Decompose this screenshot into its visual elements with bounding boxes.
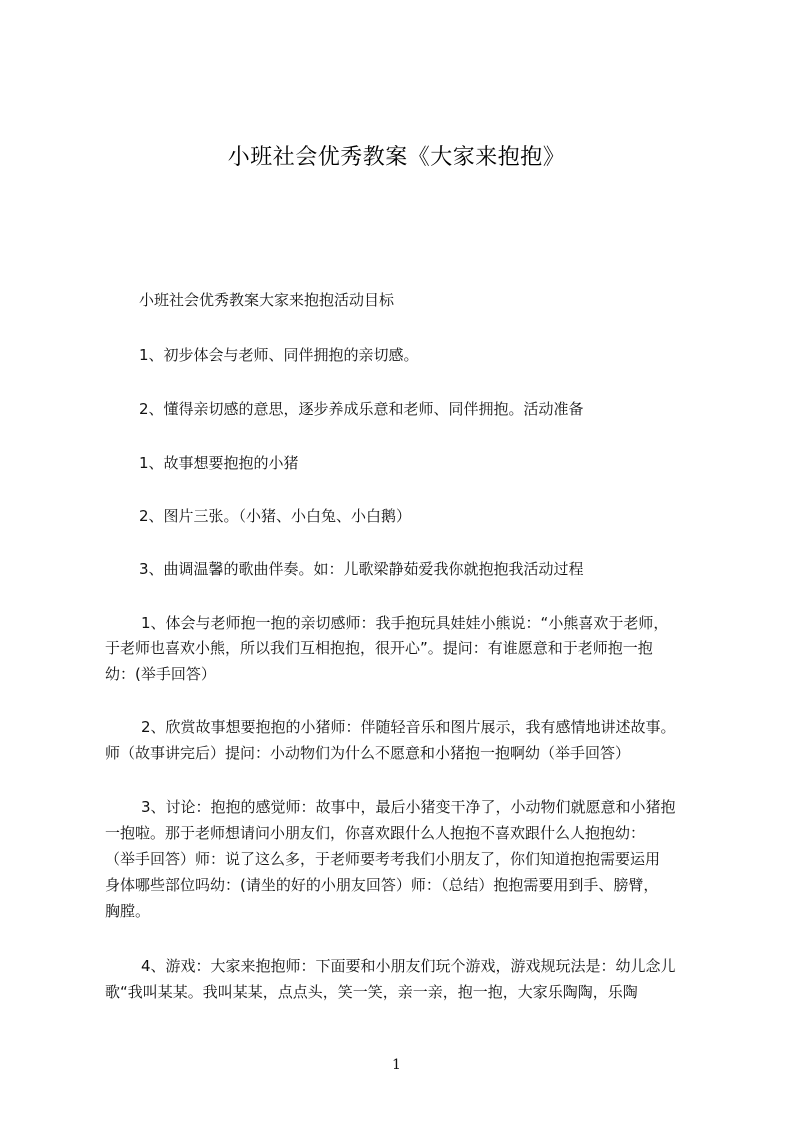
document-title: 小班社会优秀教案《大家来抱抱》 [227,145,566,170]
process-paragraph-line: 幼：(举手回答） [105,665,216,683]
process-paragraph-line: 于老师也喜欢小熊，所以我们互相抱抱，很开心”。提问：有谁愿意和于老师抱一抱 [105,639,653,657]
process-paragraph-line: 一抱啦。那于老师想请问小朋友们，你喜欢跟什么人抱抱不喜欢跟什么人抱抱幼： [105,824,646,842]
preparation-item: 1、故事想要抱抱的小猪 [139,454,299,472]
preparation-item: 2、图片三张。（小猪、小白兔、小白鹅） [139,507,412,525]
preparation-item: 3、曲调温馨的歌曲伴奏。如：儿歌梁静茹爱我你就抱抱我活动过程 [139,560,584,578]
page-number: 1 [392,1057,401,1073]
goal-item: 1、初步体会与老师、同伴拥抱的亲切感。 [139,346,419,364]
process-paragraph-line: 师（故事讲完后）提问：小动物们为什么不愿意和小猪抱一抱啊幼（举手回答） [105,744,631,762]
process-paragraph-line: 2、欣赏故事想要抱抱的小猪师：伴随轻音乐和图片展示，我有感情地讲述故事。 [141,718,676,736]
process-paragraph-line: 4、游戏：大家来抱抱师：下面要和小朋友们玩个游戏，游戏规玩法是：幼儿念儿 [141,957,676,975]
process-paragraph-line: 3、讨论：抱抱的感觉师：故事中，最后小猪变干净了，小动物们就愿意和小猪抱 [141,798,676,816]
process-paragraph-line: 1、体会与老师抱一抱的亲切感师：我手抱玩具娃娃小熊说：“小熊喜欢于老师， [141,614,669,632]
process-paragraph-line: 身体哪些部位吗幼：(请坐的好的小朋友回答）师：（总结）抱抱需要用到手、膀臂， [105,876,659,894]
process-paragraph-line: 歌“我叫某某。我叫某某，点点头，笑一笑，亲一亲，抱一抱，大家乐陶陶，乐陶 [105,983,638,1001]
goal-item: 2、懂得亲切感的意思，逐步养成乐意和老师、同伴拥抱。活动准备 [139,400,584,418]
process-paragraph-line: 胸膛。 [105,902,151,920]
section-heading: 小班社会优秀教案大家来抱抱活动目标 [139,291,395,309]
process-paragraph-line: （举手回答）师：说了这么多，于老师要考考我们小朋友了，你们知道抱抱需要运用 [105,850,661,868]
